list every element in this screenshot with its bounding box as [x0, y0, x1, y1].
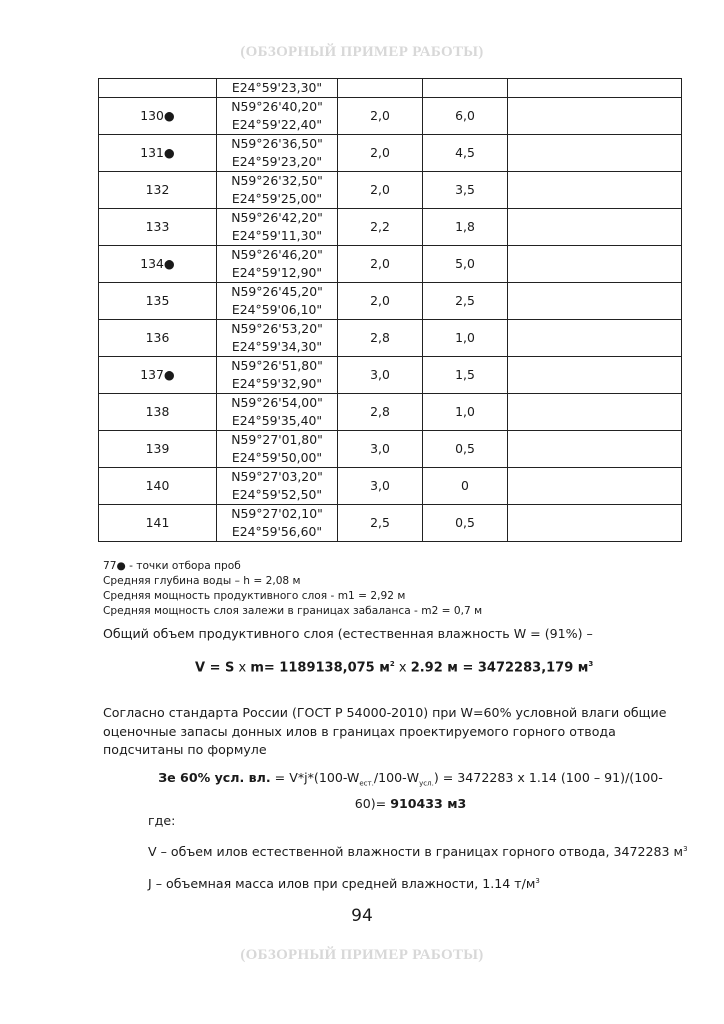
table-row	[99, 394, 682, 431]
coordinate-east: E24°59'25,00"	[231, 191, 323, 206]
cell-depth: 3,0	[338, 357, 423, 394]
cell-empty	[508, 320, 682, 357]
cell-id: 140	[99, 468, 217, 505]
cell-empty	[508, 98, 682, 135]
note-productive-layer: Средняя мощность продуктивного слоя - m1 = 2,92 м	[103, 590, 406, 602]
table-row	[99, 431, 682, 468]
cell-empty	[508, 209, 682, 246]
coordinate-east: E24°59'35,40"	[231, 413, 323, 428]
cell-coordinates	[217, 135, 338, 172]
cell-coordinates	[217, 505, 338, 542]
cell-id: 133	[99, 209, 217, 246]
definition-volume: V – объем илов естественной влажности в границах горного отвода, 3472283 $м^3$	[148, 844, 688, 859]
cell-depth: 2,0	[338, 246, 423, 283]
cell-id: 134●	[99, 246, 217, 283]
cell-id: 141	[99, 505, 217, 542]
coordinate-east: E24°59'11,30"	[231, 228, 323, 243]
cell-empty	[508, 283, 682, 320]
cell-coordinates	[217, 431, 338, 468]
coordinate-north: N59°26'46,20"	[231, 247, 323, 262]
cell-thickness: 6,0	[423, 98, 508, 135]
cell-id: 137●	[99, 357, 217, 394]
cell-id: 135	[99, 283, 217, 320]
coordinate-north: N59°26'32,50"	[231, 173, 323, 188]
cell-empty	[508, 135, 682, 172]
cell-depth: 2,5	[338, 505, 423, 542]
coordinate-north: N59°26'42,20"	[231, 210, 323, 225]
cell-depth: 2,0	[338, 172, 423, 209]
coordinate-north: N59°27'03,20"	[231, 469, 323, 484]
cell-coordinate: E24°59'23,30"	[217, 79, 338, 98]
cell-coordinates	[217, 357, 338, 394]
note-offbalance-layer: Средняя мощность слоя залежи в границах забаланса - m2 = 0,7 м	[103, 605, 483, 617]
cell-id: 132	[99, 172, 217, 209]
cell-id: 138	[99, 394, 217, 431]
cell-depth	[338, 79, 423, 98]
coordinate-east: E24°59'56,60"	[231, 524, 323, 539]
cell-thickness: 3,5	[423, 172, 508, 209]
notes	[103, 559, 482, 619]
watermark-top: (ОБЗОРНЫЙ ПРИМЕР РАБОТЫ)	[240, 44, 484, 60]
cell-depth: 2,8	[338, 320, 423, 357]
coordinate-north: N59°27'02,10"	[231, 506, 323, 521]
cell-id	[99, 79, 217, 98]
coordinate-east: E24°59'34,30"	[231, 339, 323, 354]
cell-thickness: 1,0	[423, 320, 508, 357]
table-row	[99, 505, 682, 542]
cell-empty	[508, 246, 682, 283]
cell-depth: 3,0	[338, 468, 423, 505]
cell-coordinates	[217, 320, 338, 357]
coordinate-north: N59°26'45,20"	[231, 284, 323, 299]
table-row	[99, 246, 682, 283]
table-row	[99, 172, 682, 209]
formula-reserves: Зе 60% усл. вл. = $V*j*(100-W_{ест.}/100-W_{усл.}) = 3472283$ x 1.14 (100 – 91)/(100-60)= 910433 м3	[158, 770, 663, 811]
cell-empty	[508, 505, 682, 542]
cell-empty	[508, 172, 682, 209]
coordinate-east: E24°59'50,00"	[231, 450, 323, 465]
paragraph-gost-standard: Согласно стандарта России (ГОСТ Р 54000-2010) при W=60% условной влаги общие оценочные запасы донных илов в границах проектируемого горного отвода подсчитаны по формуле	[103, 705, 667, 757]
cell-thickness: 0,5	[423, 431, 508, 468]
cell-depth: 2,0	[338, 98, 423, 135]
note-sampling-points: 77● - точки отбора проб	[103, 560, 241, 572]
coordinate-north: N59°26'40,20"	[231, 99, 323, 114]
coordinate-north: N59°27'01,80"	[231, 432, 323, 447]
coordinate-east: E24°59'12,90"	[231, 265, 323, 280]
cell-coordinates	[217, 394, 338, 431]
cell-coordinates	[217, 98, 338, 135]
cell-thickness: 4,5	[423, 135, 508, 172]
cell-coordinates	[217, 246, 338, 283]
cell-depth: 2,2	[338, 209, 423, 246]
table-row	[99, 98, 682, 135]
cell-depth: 2,8	[338, 394, 423, 431]
table-row	[99, 320, 682, 357]
cell-thickness: 1,5	[423, 357, 508, 394]
cell-id: 139	[99, 431, 217, 468]
cell-thickness: 1,8	[423, 209, 508, 246]
table-row	[99, 283, 682, 320]
cell-thickness	[423, 79, 508, 98]
definition-density: J – объемная масса илов при средней влажности, 1.14 $т/м^3$	[148, 876, 540, 891]
cell-empty	[508, 357, 682, 394]
coordinate-east: E24°59'32,90"	[231, 376, 323, 391]
cell-coordinates	[217, 209, 338, 246]
cell-coordinates	[217, 283, 338, 320]
coordinate-east: E24°59'22,40"	[231, 117, 323, 132]
coordinate-east: E24°59'52,50"	[231, 487, 323, 502]
cell-empty	[508, 394, 682, 431]
table-row-continuation	[99, 79, 682, 98]
cell-coordinates	[217, 172, 338, 209]
cell-depth: 2,0	[338, 135, 423, 172]
cell-empty	[508, 431, 682, 468]
cell-id: 131●	[99, 135, 217, 172]
coordinate-east: E24°59'23,20"	[231, 154, 323, 169]
paragraph-total-volume: Общий объем продуктивного слоя (естественная влажность W = (91%) –	[103, 626, 593, 641]
cell-depth: 3,0	[338, 431, 423, 468]
cell-empty	[508, 79, 682, 98]
cell-coordinates	[217, 468, 338, 505]
cell-empty	[508, 468, 682, 505]
coordinate-north: N59°26'36,50"	[231, 136, 323, 151]
coordinate-north: N59°26'54,00"	[231, 395, 323, 410]
formula-volume: V = S x m= 1189138,075 $м^2$ x 2.92 м = 3472283,179 $м^3$	[195, 660, 594, 676]
table-row	[99, 209, 682, 246]
page-number: 94	[351, 906, 373, 926]
cell-id: 136	[99, 320, 217, 357]
cell-id: 130●	[99, 98, 217, 135]
coordinate-north: N59°26'53,20"	[231, 321, 323, 336]
data-table	[98, 78, 682, 542]
cell-thickness: 5,0	[423, 246, 508, 283]
table-row	[99, 468, 682, 505]
watermark-bottom: (ОБЗОРНЫЙ ПРИМЕР РАБОТЫ)	[240, 947, 484, 963]
coordinate-north: N59°26'51,80"	[231, 358, 323, 373]
cell-depth: 2,0	[338, 283, 423, 320]
cell-thickness: 0,5	[423, 505, 508, 542]
table-row	[99, 135, 682, 172]
note-water-depth: Средняя глубина воды – h = 2,08 м	[103, 575, 301, 587]
where-label: где:	[148, 813, 176, 828]
cell-thickness: 0	[423, 468, 508, 505]
table-row	[99, 357, 682, 394]
cell-thickness: 1,0	[423, 394, 508, 431]
coordinate-east: E24°59'06,10"	[231, 302, 323, 317]
cell-thickness: 2,5	[423, 283, 508, 320]
